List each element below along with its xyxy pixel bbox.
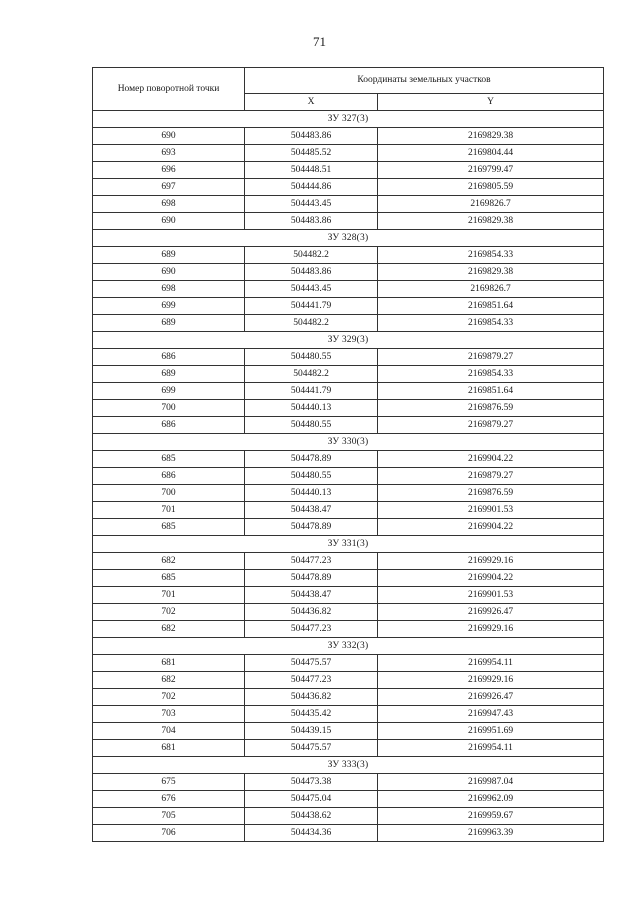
point-number-cell: 685: [93, 519, 245, 536]
table-row: [93, 553, 604, 570]
point-number-cell: 682: [93, 672, 245, 689]
table-row: [93, 791, 604, 808]
x-cell: 504480.55: [245, 417, 378, 434]
table-row: [93, 213, 604, 230]
x-cell: 504443.45: [245, 281, 378, 298]
table-row: [93, 740, 604, 757]
y-cell: 2169829.38: [378, 213, 604, 230]
x-cell: 504478.89: [245, 451, 378, 468]
point-number-cell: 676: [93, 791, 245, 808]
x-cell: 504475.57: [245, 740, 378, 757]
y-cell: 2169904.22: [378, 451, 604, 468]
x-cell: 504475.04: [245, 791, 378, 808]
table-row: [93, 672, 604, 689]
y-cell: 2169901.53: [378, 587, 604, 604]
y-cell: 2169962.09: [378, 791, 604, 808]
point-number-cell: 685: [93, 570, 245, 587]
point-number-cell: 696: [93, 162, 245, 179]
table-row: [93, 417, 604, 434]
x-cell: 504436.82: [245, 604, 378, 621]
y-cell: 2169954.11: [378, 740, 604, 757]
coordinates-header: Координаты земельных участков: [245, 68, 604, 94]
group-header-row: [93, 638, 604, 655]
table-row: [93, 485, 604, 502]
x-cell: 504480.55: [245, 468, 378, 485]
y-cell: 2169804.44: [378, 145, 604, 162]
point-number-cell: 697: [93, 179, 245, 196]
table-row: [93, 825, 604, 842]
table-row: [93, 366, 604, 383]
point-number-cell: 686: [93, 349, 245, 366]
table-row: [93, 604, 604, 621]
point-number-header: Номер поворотной точки: [93, 68, 245, 111]
x-cell: 504483.86: [245, 213, 378, 230]
y-cell: 2169876.59: [378, 400, 604, 417]
x-cell: 504477.23: [245, 553, 378, 570]
point-number-cell: 705: [93, 808, 245, 825]
table-row: [93, 264, 604, 281]
table-row: [93, 468, 604, 485]
group-title: ЗУ 330(3): [93, 434, 604, 451]
point-number-cell: 693: [93, 145, 245, 162]
y-cell: 2169987.04: [378, 774, 604, 791]
table-row: [93, 383, 604, 400]
table-row: [93, 281, 604, 298]
x-cell: 504443.45: [245, 196, 378, 213]
point-number-cell: 690: [93, 213, 245, 230]
y-cell: 2169854.33: [378, 247, 604, 264]
x-cell: 504441.79: [245, 298, 378, 315]
x-cell: 504478.89: [245, 519, 378, 536]
y-cell: 2169851.64: [378, 298, 604, 315]
table-row: [93, 570, 604, 587]
y-cell: 2169879.27: [378, 417, 604, 434]
y-cell: 2169904.22: [378, 519, 604, 536]
x-cell: 504473.38: [245, 774, 378, 791]
y-cell: 2169926.47: [378, 604, 604, 621]
group-header-row: [93, 230, 604, 247]
group-header-row: [93, 757, 604, 774]
table-row: [93, 196, 604, 213]
y-cell: 2169805.59: [378, 179, 604, 196]
y-cell: 2169951.69: [378, 723, 604, 740]
x-cell: 504434.36: [245, 825, 378, 842]
x-cell: 504478.89: [245, 570, 378, 587]
point-number-cell: 681: [93, 655, 245, 672]
y-cell: 2169929.16: [378, 672, 604, 689]
y-header: Y: [378, 93, 604, 110]
y-cell: 2169879.27: [378, 349, 604, 366]
table-row: [93, 587, 604, 604]
point-number-cell: 689: [93, 247, 245, 264]
y-cell: 2169799.47: [378, 162, 604, 179]
point-number-cell: 700: [93, 485, 245, 502]
y-cell: 2169929.16: [378, 621, 604, 638]
group-title: ЗУ 329(3): [93, 332, 604, 349]
y-cell: 2169854.33: [378, 366, 604, 383]
group-title: ЗУ 327(3): [93, 111, 604, 128]
y-cell: 2169901.53: [378, 502, 604, 519]
point-number-cell: 703: [93, 706, 245, 723]
page-number: 71: [313, 34, 326, 49]
x-cell: 504477.23: [245, 621, 378, 638]
table-body: [93, 111, 604, 842]
x-cell: 504435.42: [245, 706, 378, 723]
y-cell: 2169829.38: [378, 264, 604, 281]
table-row: [93, 128, 604, 145]
point-number-cell: 681: [93, 740, 245, 757]
y-cell: 2169829.38: [378, 128, 604, 145]
point-number-cell: 686: [93, 417, 245, 434]
x-cell: 504482.2: [245, 366, 378, 383]
table-row: [93, 400, 604, 417]
table-row: [93, 689, 604, 706]
x-cell: 504438.47: [245, 502, 378, 519]
point-number-cell: 682: [93, 621, 245, 638]
y-cell: 2169851.64: [378, 383, 604, 400]
table-row: [93, 451, 604, 468]
group-title: ЗУ 328(3): [93, 230, 604, 247]
y-cell: 2169954.11: [378, 655, 604, 672]
point-number-cell: 690: [93, 128, 245, 145]
group-title: ЗУ 331(3): [93, 536, 604, 553]
table-row: [93, 621, 604, 638]
point-number-cell: 701: [93, 587, 245, 604]
y-cell: 2169826.7: [378, 196, 604, 213]
table-row: [93, 145, 604, 162]
table-row: [93, 519, 604, 536]
group-title: ЗУ 333(3): [93, 757, 604, 774]
point-number-cell: 702: [93, 689, 245, 706]
x-cell: 504477.23: [245, 672, 378, 689]
table-row: [93, 706, 604, 723]
coordinates-table: [92, 67, 604, 842]
table-row: [93, 723, 604, 740]
y-cell: 2169854.33: [378, 315, 604, 332]
point-number-cell: 698: [93, 196, 245, 213]
x-cell: 504482.2: [245, 247, 378, 264]
y-cell: 2169963.39: [378, 825, 604, 842]
y-cell: 2169959.67: [378, 808, 604, 825]
x-cell: 504440.13: [245, 485, 378, 502]
x-cell: 504448.51: [245, 162, 378, 179]
x-cell: 504438.62: [245, 808, 378, 825]
x-cell: 504480.55: [245, 349, 378, 366]
x-cell: 504482.2: [245, 315, 378, 332]
table-row: [93, 808, 604, 825]
x-header: X: [245, 93, 378, 110]
point-number-cell: 699: [93, 383, 245, 400]
point-number-cell: 704: [93, 723, 245, 740]
x-cell: 504483.86: [245, 264, 378, 281]
table-row: [93, 315, 604, 332]
table-row: [93, 349, 604, 366]
table-header: [93, 68, 604, 111]
x-cell: 504440.13: [245, 400, 378, 417]
y-cell: 2169947.43: [378, 706, 604, 723]
point-number-cell: 706: [93, 825, 245, 842]
point-number-cell: 689: [93, 366, 245, 383]
y-cell: 2169826.7: [378, 281, 604, 298]
table-row: [93, 774, 604, 791]
group-title: ЗУ 332(3): [93, 638, 604, 655]
table-row: [93, 162, 604, 179]
y-cell: 2169876.59: [378, 485, 604, 502]
group-header-row: [93, 332, 604, 349]
table-row: [93, 655, 604, 672]
table-row: [93, 247, 604, 264]
group-header-row: [93, 434, 604, 451]
x-cell: 504483.86: [245, 128, 378, 145]
y-cell: 2169929.16: [378, 553, 604, 570]
x-cell: 504444.86: [245, 179, 378, 196]
table-row: [93, 502, 604, 519]
table-row: [93, 179, 604, 196]
point-number-cell: 682: [93, 553, 245, 570]
y-cell: 2169926.47: [378, 689, 604, 706]
x-cell: 504438.47: [245, 587, 378, 604]
y-cell: 2169904.22: [378, 570, 604, 587]
point-number-cell: 700: [93, 400, 245, 417]
point-number-cell: 685: [93, 451, 245, 468]
point-number-cell: 699: [93, 298, 245, 315]
x-cell: 504485.52: [245, 145, 378, 162]
x-cell: 504475.57: [245, 655, 378, 672]
x-cell: 504439.15: [245, 723, 378, 740]
group-header-row: [93, 111, 604, 128]
point-number-cell: 675: [93, 774, 245, 791]
x-cell: 504441.79: [245, 383, 378, 400]
table-row: [93, 298, 604, 315]
point-number-cell: 702: [93, 604, 245, 621]
point-number-cell: 689: [93, 315, 245, 332]
point-number-cell: 690: [93, 264, 245, 281]
y-cell: 2169879.27: [378, 468, 604, 485]
group-header-row: [93, 536, 604, 553]
x-cell: 504436.82: [245, 689, 378, 706]
point-number-cell: 698: [93, 281, 245, 298]
point-number-cell: 686: [93, 468, 245, 485]
point-number-cell: 701: [93, 502, 245, 519]
